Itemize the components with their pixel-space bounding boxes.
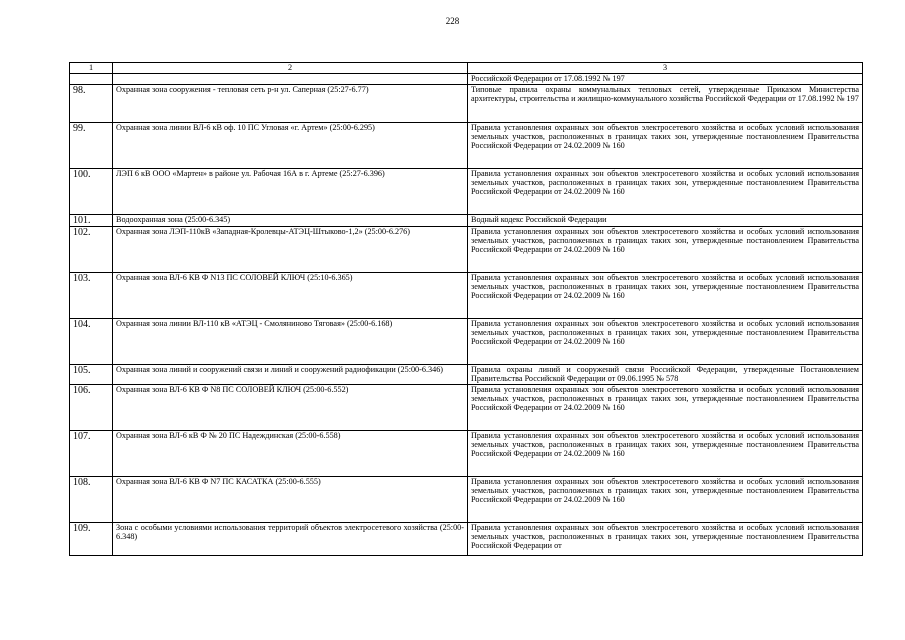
zone-object: Охранная зона сооружения - тепловая сеть р-н ул. Саперная (25:27-6.77): [113, 85, 468, 123]
legal-basis: Правила охраны линий и сооружений связи Российской Федерации, утвержденные Постановлением Правительства Российской Федерации от 09.06.1995 № 578: [468, 365, 863, 385]
zone-object: Охранная зона ВЛ-6 КВ Ф N13 ПС СОЛОВЕЙ КЛЮЧ (25:10-6.365): [113, 273, 468, 319]
row-number: 101.: [70, 215, 113, 227]
row-number: 105.: [70, 365, 113, 385]
legal-basis: Правила установления охранных зон объектов электросетевого хозяйства и особых условий использования земельных участков, расположенных в границах таких зон, утвержденные постановлением Правительства Российской Федерации от 24.02.2009 № 160: [468, 319, 863, 365]
row-number: 104.: [70, 319, 113, 365]
page-number: 228: [445, 16, 460, 26]
table-row: [70, 123, 863, 169]
row-number: 99.: [70, 123, 113, 169]
empty-cell: [113, 74, 468, 85]
row-number: 109.: [70, 523, 113, 556]
zone-object: ЛЭП 6 кВ ООО «Мартен» в районе ул. Рабочая 16А в г. Артеме (25:27-6.396): [113, 169, 468, 215]
zone-object: Охранная зона ЛЭП-110кВ «Западная-Кролевцы-АТЭЦ-Штыково-1,2» (25:00-6.276): [113, 227, 468, 273]
table-row: [70, 169, 863, 215]
table-row: [70, 523, 863, 556]
zone-object: Охранная зона линии ВЛ-6 кВ оф. 10 ПС Угловая «г. Артем» (25:00-6.295): [113, 123, 468, 169]
zone-object: Водоохранная зона (25:00-6.345): [113, 215, 468, 227]
row-number: 106.: [70, 385, 113, 431]
table-row: [70, 85, 863, 123]
zone-object: Охранная зона ВЛ-6 кВ Ф № 20 ПС Надеждинская (25:00-6.558): [113, 431, 468, 477]
legal-basis: Правила установления охранных зон объектов электросетевого хозяйства и особых условий использования земельных участков, расположенных в границах таких зон, утвержденные постановлением Правительства Российской Федерации от 24.02.2009 № 160: [468, 431, 863, 477]
table-row: [70, 319, 863, 365]
continuation-row: [70, 74, 863, 85]
table-row: [70, 365, 863, 385]
table-row: [70, 431, 863, 477]
zone-object: Охранная зона линии ВЛ-110 кВ «АТЭЦ - Смоляниново Тяговая» (25:00-6.168): [113, 319, 468, 365]
legal-basis: Типовые правила охраны коммунальных тепловых сетей, утвержденные Приказом Министерства архитектуры, строительства и жилищно-коммунального хозяйства Российской Федерации от 17.08.1992 № 197: [468, 85, 863, 123]
table-row: [70, 215, 863, 227]
table-row: [70, 477, 863, 523]
empty-cell: [70, 74, 113, 85]
legal-basis: Водный кодекс Российской Федерации: [468, 215, 863, 227]
table-row: [70, 273, 863, 319]
legal-basis: Правила установления охранных зон объектов электросетевого хозяйства и особых условий использования земельных участков, расположенных в границах таких зон, утвержденные постановлением Правительства Российской Федерации от 24.02.2009 № 160: [468, 273, 863, 319]
column-header: 3: [468, 63, 863, 74]
legal-basis: Правила установления охранных зон объектов электросетевого хозяйства и особых условий использования земельных участков, расположенных в границах таких зон, утвержденные постановлением Правительства Российской Федерации от 24.02.2009 № 160: [468, 385, 863, 431]
legal-basis: Правила установления охранных зон объектов электросетевого хозяйства и особых условий использования земельных участков, расположенных в границах таких зон, утвержденные постановлением Правительства Российской Федерации от 24.02.2009 № 160: [468, 123, 863, 169]
table-row: [70, 385, 863, 431]
legal-basis: Правила установления охранных зон объектов электросетевого хозяйства и особых условий использования земельных участков, расположенных в границах таких зон, утвержденные постановлением Правительства Российской Федерации от 24.02.2009 № 160: [468, 477, 863, 523]
zone-object: Зона с особыми условиями использования территорий объектов электросетевого хозяйства (25:00-6.348): [113, 523, 468, 556]
legal-basis: Правила установления охранных зон объектов электросетевого хозяйства и особых условий использования земельных участков, расположенных в границах таких зон, утвержденные постановлением Правительства Российской Федерации от 24.02.2009 № 160: [468, 227, 863, 273]
table-row: [70, 227, 863, 273]
row-number: 100.: [70, 169, 113, 215]
continuation-text: Российской Федерации от 17.08.1992 № 197: [468, 74, 863, 85]
column-header: 1: [70, 63, 113, 74]
row-number: 103.: [70, 273, 113, 319]
zones-table: [69, 62, 863, 556]
column-header: 2: [113, 63, 468, 74]
zone-object: Охранная зона ВЛ-6 КВ Ф N8 ПС СОЛОВЕЙ КЛЮЧ (25:00-6.552): [113, 385, 468, 431]
zone-object: Охранная зона ВЛ-6 КВ Ф N7 ПС КАСАТКА (25:00-6.555): [113, 477, 468, 523]
row-number: 107.: [70, 431, 113, 477]
legal-basis: Правила установления охранных зон объектов электросетевого хозяйства и особых условий использования земельных участков, расположенных в границах таких зон, утвержденные постановлением Правительства Российской Федерации от: [468, 523, 863, 556]
row-number: 102.: [70, 227, 113, 273]
row-number: 98.: [70, 85, 113, 123]
zone-object: Охранная зона линий и сооружений связи и линий и сооружений радиофикации (25:00-6.346): [113, 365, 468, 385]
legal-basis: Правила установления охранных зон объектов электросетевого хозяйства и особых условий использования земельных участков, расположенных в границах таких зон, утвержденные постановлением Правительства Российской Федерации от 24.02.2009 № 160: [468, 169, 863, 215]
header-row: [70, 63, 863, 74]
row-number: 108.: [70, 477, 113, 523]
